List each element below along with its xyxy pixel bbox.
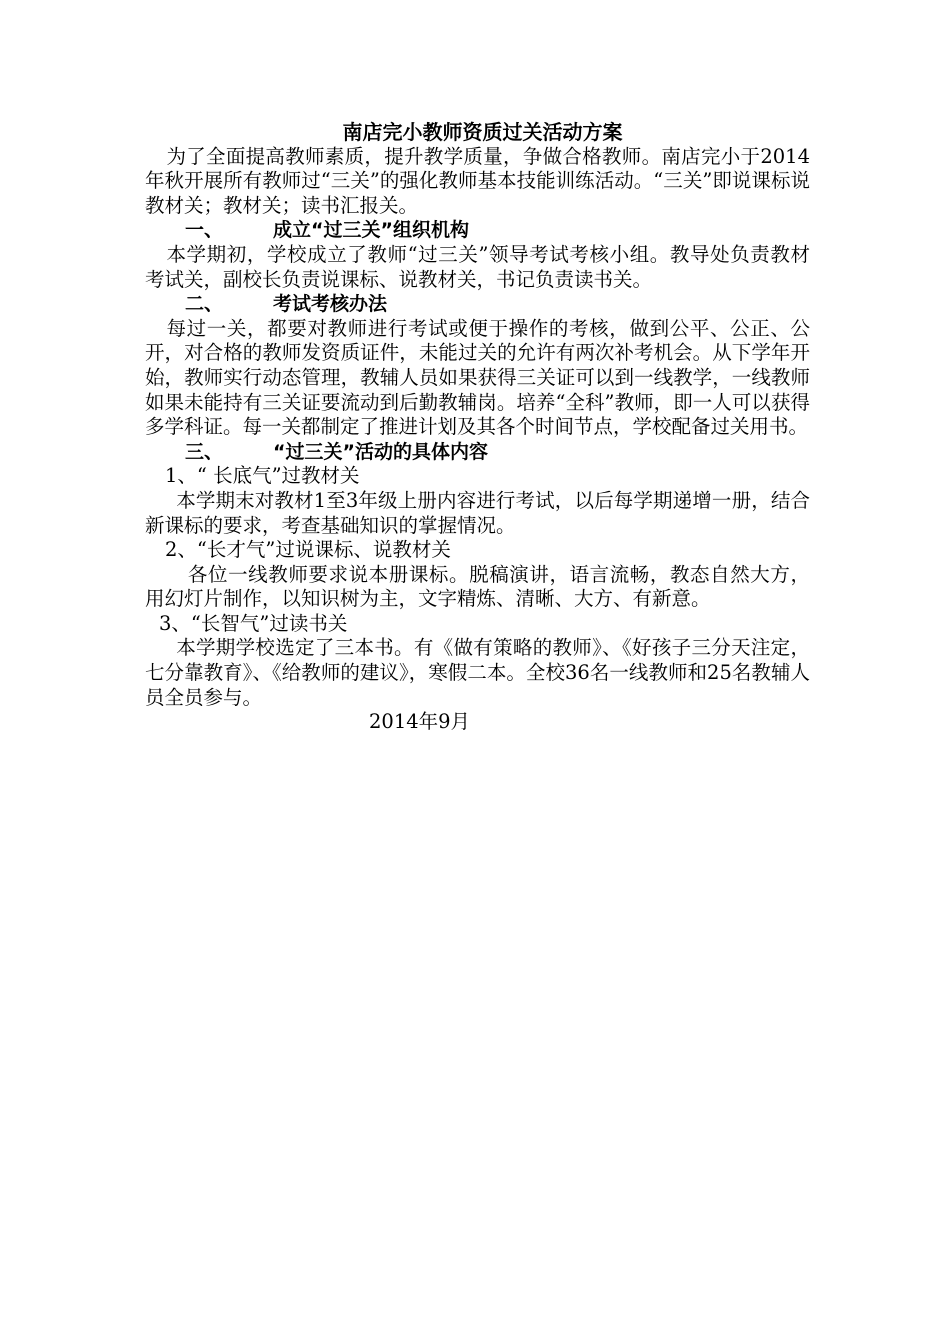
section-body-2: 每过一关，都要对教师进行考试或便于操作的考核，做到公平、公正、公开，对合格的教师发资质证件，未能过关的允许有两次补考机会。从下学年开始，教师实行动态管理，教辅人员如果获得三关证可以到一线教学，一线教师如果未能持有三关证要流动到后勤教辅岗。培养“全科”教师，即一人可以获得多学科证。每一关都制定了推进计划及其各个时间节点，学校配备过关用书。 xyxy=(145,316,810,439)
item-body-2: 各位一线教师要求说本册课标。脱稿演讲，语言流畅，教态自然大方，用幻灯片制作，以知识树为主，文字精炼、清晰、大方、有新意。 xyxy=(145,562,810,611)
section-heading-3 xyxy=(145,440,810,465)
item-heading-3: 3、“长智气”过读书关 xyxy=(159,611,348,635)
document-page xyxy=(145,120,810,735)
item-body-3: 本学期学校选定了三本书。有《做有策略的教师》、《好孩子三分天注定，七分靠教育》、《给教师的建议》，寒假二本。全校36名一线教师和25名教辅人员全员参与。 xyxy=(145,636,810,709)
section-heading-2 xyxy=(145,292,810,317)
section-number-3: 三、 xyxy=(185,440,224,463)
section-title-3: “过三关”活动的具体内容 xyxy=(273,440,488,463)
section-title-1: 成立“过三关”组织机构 xyxy=(273,219,469,242)
section-heading-1 xyxy=(145,218,810,243)
intro-paragraph: 为了全面提高教师素质，提升教学质量，争做合格教师。南店完小于2014年秋开展所有教师过“三关”的强化教师基本技能训练活动。“三关”即说课标说教材关；教材关；读书汇报关。 xyxy=(145,144,810,217)
document-date: 2014年9月 xyxy=(369,710,471,734)
section-number-2: 二、 xyxy=(185,293,224,316)
section-title-2: 考试考核办法 xyxy=(273,293,388,316)
section-body-1: 本学期初，学校成立了教师“过三关”领导考试考核小组。教导处负责教材考试关，副校长负责说课标、说教材关，书记负责读书关。 xyxy=(145,242,810,291)
document-title: 南店完小教师资质过关活动方案 xyxy=(342,120,623,144)
item-heading-1: 1、“ 长底气”过教材关 xyxy=(165,464,360,488)
item-heading-2: 2、“长才气”过说课标、说教材关 xyxy=(165,538,451,562)
item-body-1: 本学期末对教材1至3年级上册内容进行考试，以后每学期递增一册，结合新课标的要求，考查基础知识的掌握情况。 xyxy=(145,488,810,537)
section-number-1: 一、 xyxy=(185,219,224,242)
